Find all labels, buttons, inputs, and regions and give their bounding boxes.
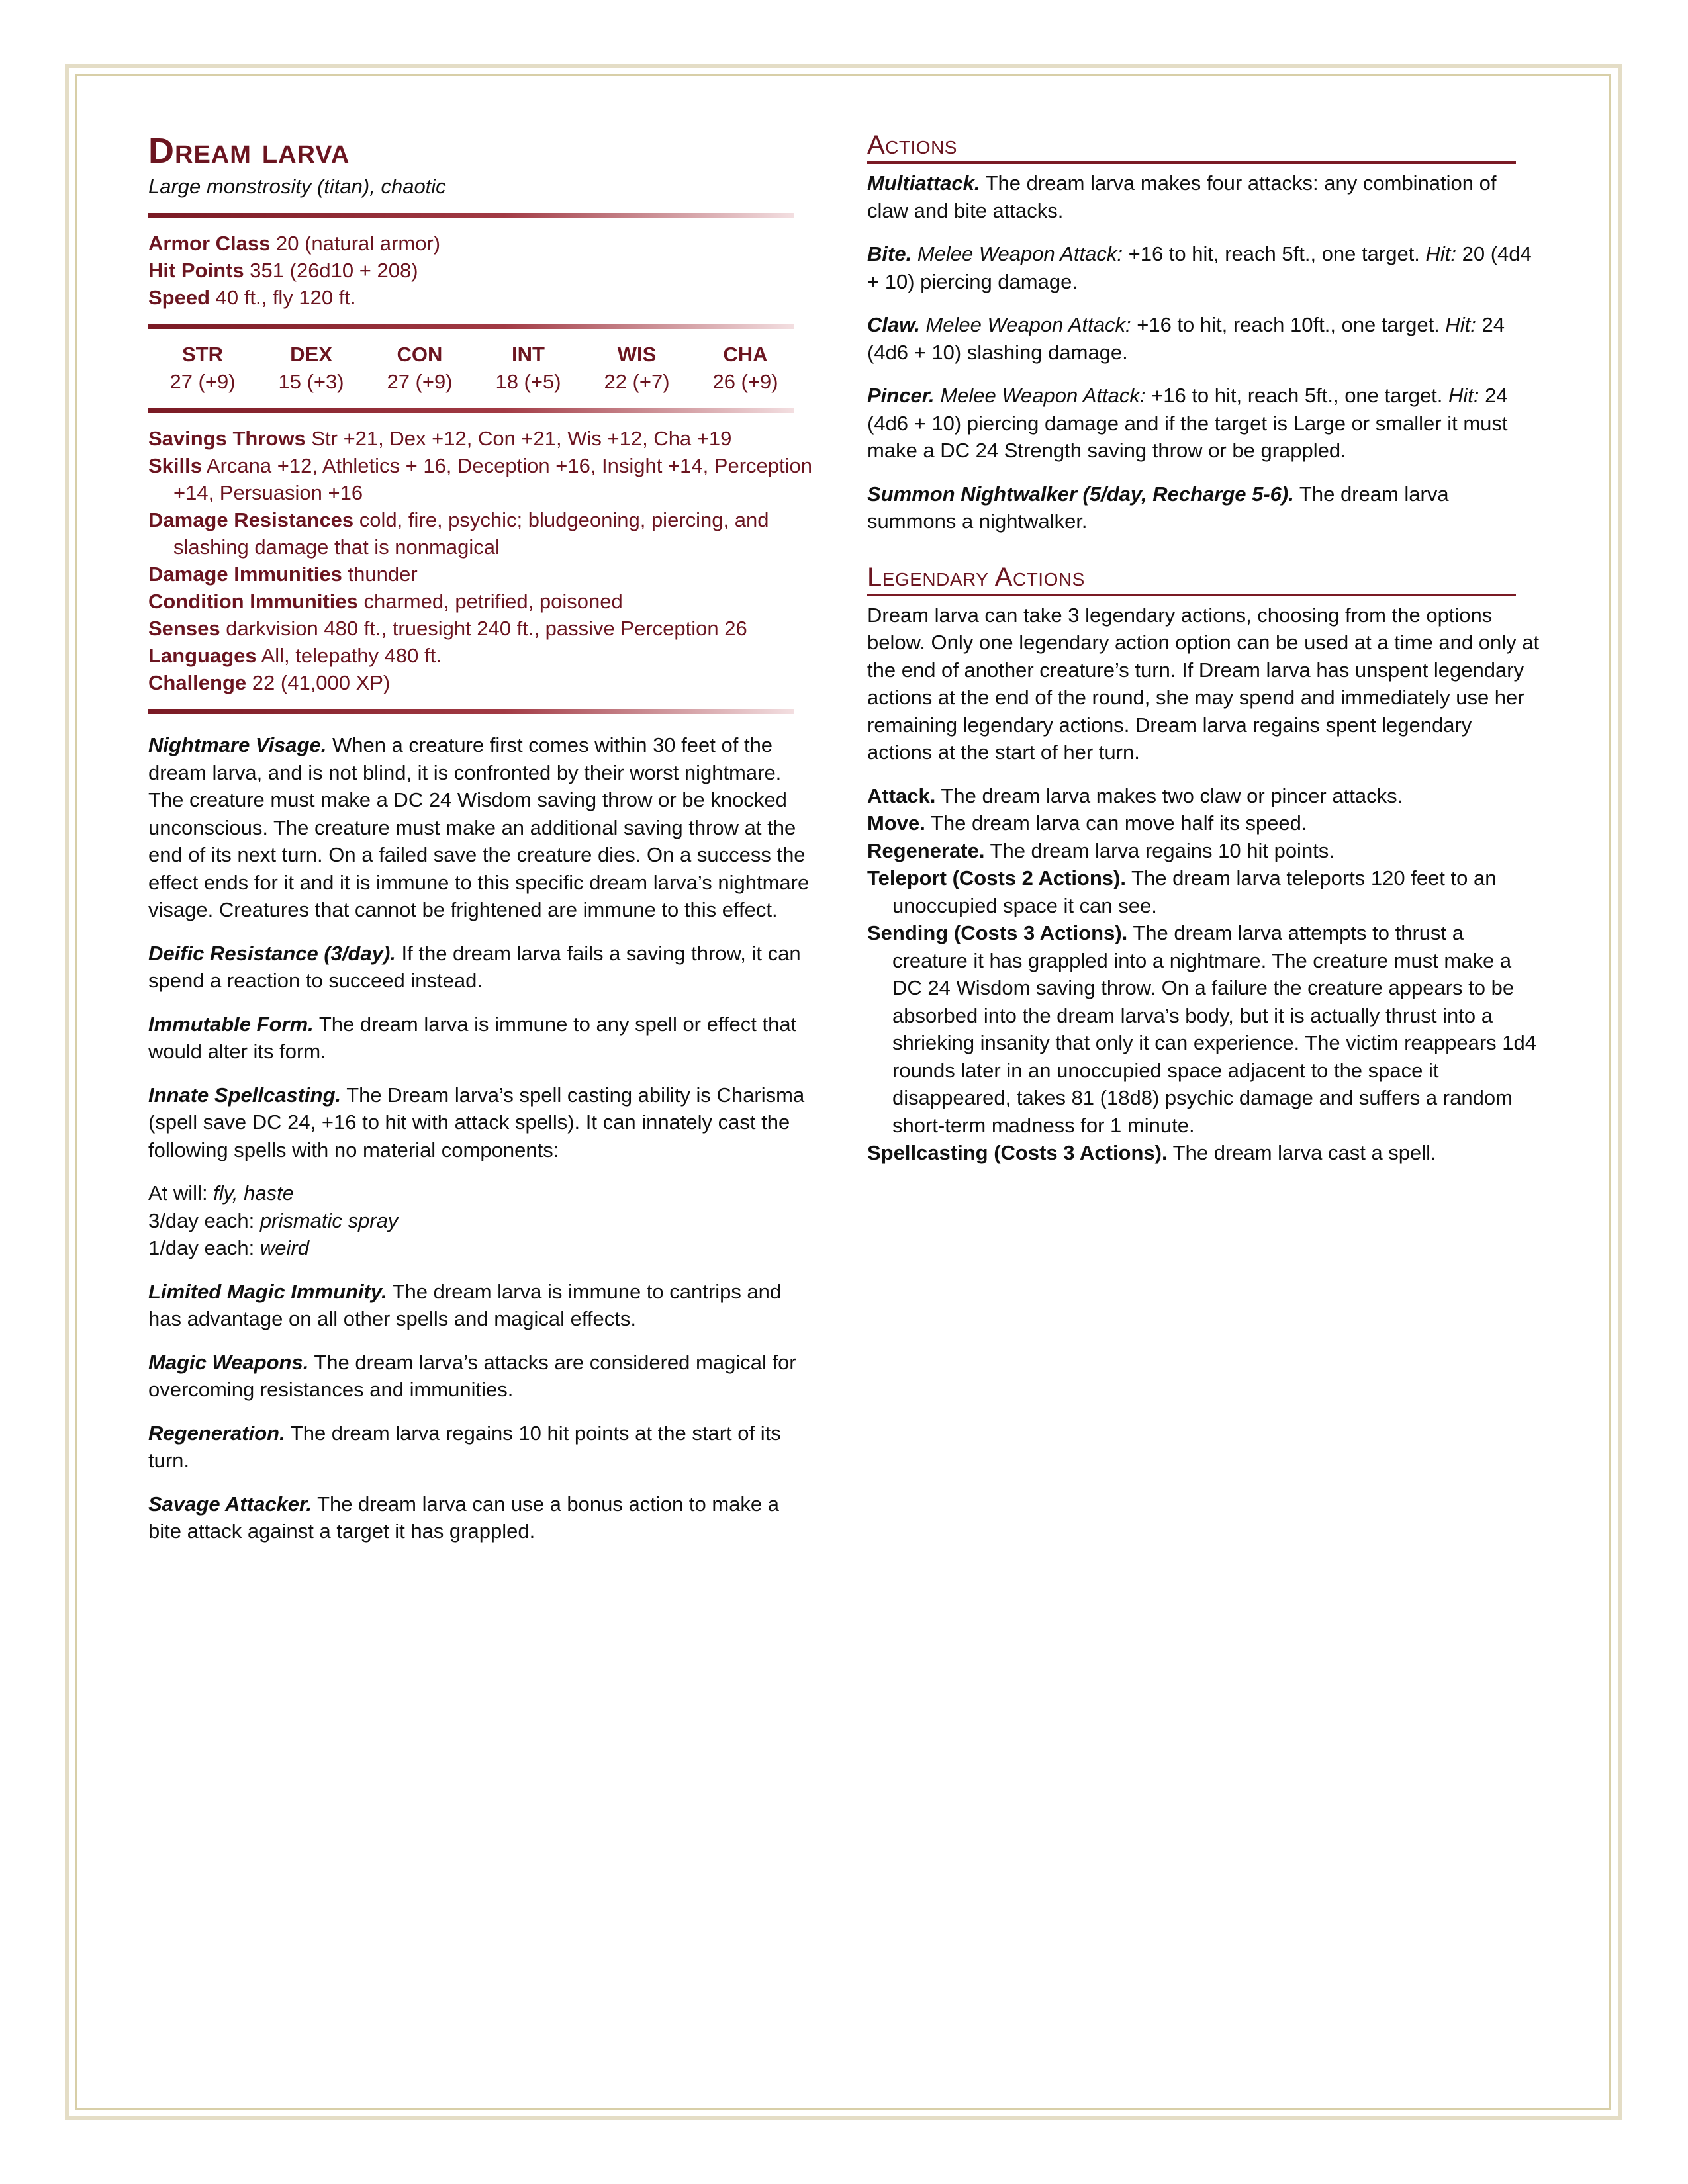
hit-points: Hit Points 351 (26d10 + 208)	[148, 259, 418, 282]
damage-resistances: Damage Resistances cold, fire, psychic; bludgeoning, piercing, and slashing damage that is nonmagical	[148, 508, 769, 559]
action-summon-nightwalker: Summon Nightwalker (5/day, Recharge 5-6). The dream larva summons a nightwalker.	[867, 482, 1449, 533]
trait-immutable-form: Immutable Form. The dream larva is immune to any spell or effect that would alter its form.	[148, 1012, 797, 1063]
spell-line: 1/day each: weird	[148, 1236, 309, 1259]
legendary-intro: Dream larva can take 3 legendary actions, choosing from the options below. Only one legendary action option can be used at a time and only at the end of another creature’s turn. If Dream larva has unspent legendary actions at the end of the round, she may spend and immediately use her remaining legendary actions. Dream larva regains spent legendary actions at the start of her turn.	[867, 603, 1540, 764]
action-claw: Claw. Melee Weapon Attack: +16 to hit, reach 10ft., one target. Hit: 24 (4d6 + 10) slashing damage.	[867, 313, 1505, 364]
ability-scores	[148, 341, 784, 395]
senses: Senses darkvision 480 ft., truesight 240 ft., passive Perception 26	[148, 617, 747, 640]
stat-block-right-column	[867, 130, 1542, 1167]
legendary-spellcasting: Spellcasting (Costs 3 Actions). The dream larva cast a spell.	[867, 1141, 1436, 1164]
legendary-move: Move. The dream larva can move half its speed.	[867, 811, 1307, 835]
trait-deific-resistance: Deific Resistance (3/day). If the dream larva fails a saving throw, it can spend a reaction to succeed instead.	[148, 941, 801, 992]
actions-heading: Actions	[867, 130, 1516, 164]
trait-innate-spellcasting: Innate Spellcasting. The Dream larva’s spell casting ability is Charisma (spell save DC 24, +16 to hit with attack spells). It can innately cast the following spells with no material components:	[148, 1083, 805, 1161]
damage-immunities: Damage Immunities thunder	[148, 563, 418, 586]
ability-wis: WIS 22 (+7)	[604, 343, 670, 393]
speed: Speed 40 ft., fly 120 ft.	[148, 286, 356, 309]
stat-block-left-column	[148, 130, 816, 1561]
action-bite: Bite. Melee Weapon Attack: +16 to hit, reach 5ft., one target. Hit: 20 (4d4 + 10) piercing damage.	[867, 242, 1532, 293]
spell-list	[148, 1179, 816, 1262]
ability-con: CON 27 (+9)	[387, 343, 453, 393]
condition-immunities: Condition Immunities charmed, petrified, poisoned	[148, 590, 623, 613]
trait-savage-attacker: Savage Attacker. The dream larva can use a bonus action to make a bite attack against a target it has grappled.	[148, 1492, 779, 1543]
challenge: Challenge 22 (41,000 XP)	[148, 671, 391, 694]
spell-line: 3/day each: prismatic spray	[148, 1208, 399, 1232]
divider	[148, 408, 794, 413]
divider	[148, 709, 794, 714]
languages: Languages All, telepathy 480 ft.	[148, 644, 442, 667]
ability-dex: DEX 15 (+3)	[278, 343, 344, 393]
trait-magic-weapons: Magic Weapons. The dream larva’s attacks are considered magical for overcoming resistances and immunities.	[148, 1350, 796, 1401]
spell-line: At will: fly, haste	[148, 1181, 294, 1205]
armor-class: Armor Class 20 (natural armor)	[148, 232, 441, 255]
trait-nightmare-visage: Nightmare Visage. When a creature first comes within 30 feet of the dream larva, and is not blind, it is confronted by their worst nightmare. The creature must make a DC 24 Wisdom saving throw or be knocked unconscious. The creature must make an additional saving throw at the end of its next turn. On a failed save the creature dies. On a success the effect ends for it and it is immune to this specific dream larva’s nightmare visage. Creatures that cannot be frightened are immune to this effect.	[148, 733, 810, 921]
saving-throws: Savings Throws Str +21, Dex +12, Con +21, Wis +12, Cha +19	[148, 427, 732, 450]
legendary-actions-heading: Legendary Actions	[867, 562, 1516, 596]
legendary-teleport: Teleport (Costs 2 Actions). The dream larva teleports 120 feet to an unoccupied space it can see.	[867, 866, 1497, 917]
ability-cha: CHA 26 (+9)	[712, 343, 778, 393]
action-pincer: Pincer. Melee Weapon Attack: +16 to hit, reach 5ft., one target. Hit: 24 (4d6 + 10) piercing damage and if the target is Large or smaller it must make a DC 24 Strength saving throw or be grappled.	[867, 384, 1508, 462]
legendary-attack: Attack. The dream larva makes two claw or pincer attacks.	[867, 784, 1403, 807]
legendary-regenerate: Regenerate. The dream larva regains 10 hit points.	[867, 839, 1335, 862]
divider	[148, 324, 794, 329]
ability-str: STR 27 (+9)	[169, 343, 236, 393]
ability-int: INT 18 (+5)	[495, 343, 561, 393]
trait-regeneration: Regeneration. The dream larva regains 10 hit points at the start of its turn.	[148, 1421, 781, 1472]
monster-name: Dream larva	[148, 131, 350, 171]
divider	[148, 213, 794, 218]
skills: Skills Arcana +12, Athletics + 16, Deception +16, Insight +14, Perception +14, Persuasion +16	[148, 454, 813, 504]
legendary-sending: Sending (Costs 3 Actions). The dream larva attempts to thrust a creature it has grappled into a nightmare. The creature must make a DC 24 Wisdom saving throw. On a failure the creature appears to be absorbed into the dream larva’s body, but it is actually thrust into a shrieking insanity that only it can experience. The victim reappears 1d4 rounds later in an unoccupied space adjacent to the space it disappeared, takes 81 (18d8) psychic damage and suffers a random short-term madness for 1 minute.	[867, 921, 1537, 1137]
action-multiattack: Multiattack. The dream larva makes four attacks: any combination of claw and bite attacks.	[867, 171, 1497, 222]
monster-type-line: Large monstrosity (titan), chaotic	[148, 175, 446, 198]
trait-limited-magic-immunity: Limited Magic Immunity. The dream larva is immune to cantrips and has advantage on all other spells and magical effects.	[148, 1279, 782, 1330]
